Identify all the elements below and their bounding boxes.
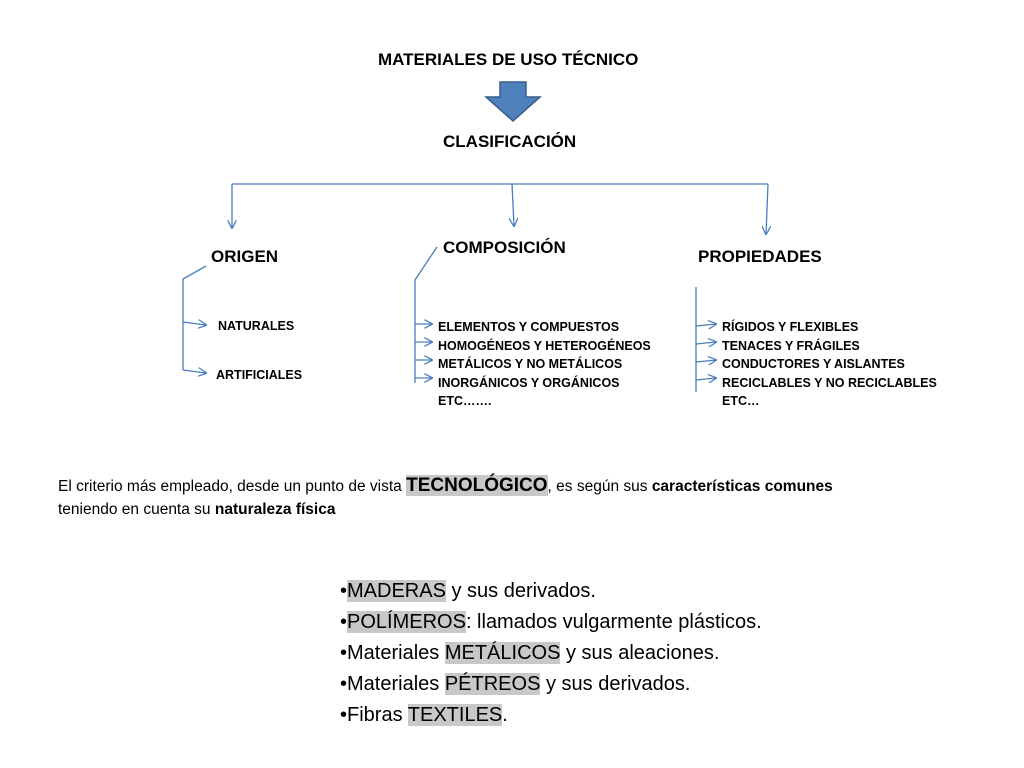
list-item: ETC…….	[438, 394, 492, 408]
classification-label: CLASIFICACIÓN	[443, 132, 577, 151]
list-item: ETC…	[722, 394, 760, 408]
list-item: ELEMENTOS Y COMPUESTOS	[438, 320, 620, 334]
list-item: INORGÁNICOS Y ORGÁNICOS	[438, 375, 620, 390]
item-suffix: .	[502, 704, 508, 726]
origen-item-naturales: NATURALES	[218, 319, 295, 333]
origen-label: ORIGEN	[211, 247, 279, 266]
item-suffix: y sus derivados.	[540, 673, 691, 695]
composicion-list	[438, 318, 651, 411]
bullet: •	[340, 673, 348, 695]
tecnologico-highlight: TECNOLÓGICO	[406, 475, 548, 496]
list-item: METÁLICOS Y NO METÁLICOS	[438, 357, 623, 371]
propiedades-branch	[696, 287, 716, 392]
material-highlight: MADERAS	[347, 580, 446, 602]
criterion-text: teniendo en cuenta su	[58, 501, 215, 518]
material-highlight: TEXTILES	[407, 704, 503, 726]
origen-branch	[183, 266, 206, 373]
material-highlight: METÁLICOS	[444, 642, 561, 664]
composicion-branch	[415, 247, 437, 383]
down-block-arrow-icon	[486, 82, 540, 121]
criterion-text: , es según sus	[547, 478, 652, 495]
item-suffix: : llamados vulgarmente plásticos.	[465, 611, 762, 633]
list-item: HOMOGÉNEOS Y HETEROGÉNEOS	[438, 338, 651, 353]
criterion-text: El criterio más empleado, desde un punto de vista	[58, 478, 407, 495]
composicion-label: COMPOSICIÓN	[443, 238, 566, 257]
item-suffix: y sus aleaciones.	[560, 642, 720, 664]
propiedades-list	[722, 318, 937, 411]
list-item	[340, 638, 762, 669]
item-suffix: y sus derivados.	[445, 580, 596, 602]
material-highlight: PÉTREOS	[444, 673, 541, 695]
list-item: RECICLABLES Y NO RECICLABLES	[722, 375, 937, 390]
bullet: •	[340, 642, 348, 664]
list-item: TENACES Y FRÁGILES	[722, 338, 860, 353]
materials-list	[340, 576, 762, 731]
material-highlight: POLÍMEROS	[347, 611, 466, 633]
bullet: •	[340, 611, 348, 633]
criterion-paragraph	[58, 474, 958, 521]
item-prefix: Materiales	[347, 673, 445, 695]
naturaleza-bold: naturaleza física	[214, 501, 336, 518]
bullet: •	[340, 580, 348, 602]
list-item: RÍGIDOS Y FLEXIBLES	[722, 320, 859, 334]
origen-item-artificiales: ARTIFICIALES	[216, 368, 303, 382]
list-item	[340, 700, 762, 731]
classification-bracket	[232, 184, 768, 234]
propiedades-label: PROPIEDADES	[698, 247, 822, 266]
item-prefix: Fibras	[347, 704, 408, 726]
caracteristicas-bold: características comunes	[651, 478, 833, 495]
bullet: •	[340, 704, 348, 726]
list-item: CONDUCTORES Y AISLANTES	[722, 357, 905, 371]
list-item	[340, 576, 762, 607]
list-item	[340, 607, 762, 638]
item-prefix: Materiales	[347, 642, 445, 664]
list-item	[340, 669, 762, 700]
diagram-title: MATERIALES DE USO TÉCNICO	[378, 50, 639, 69]
